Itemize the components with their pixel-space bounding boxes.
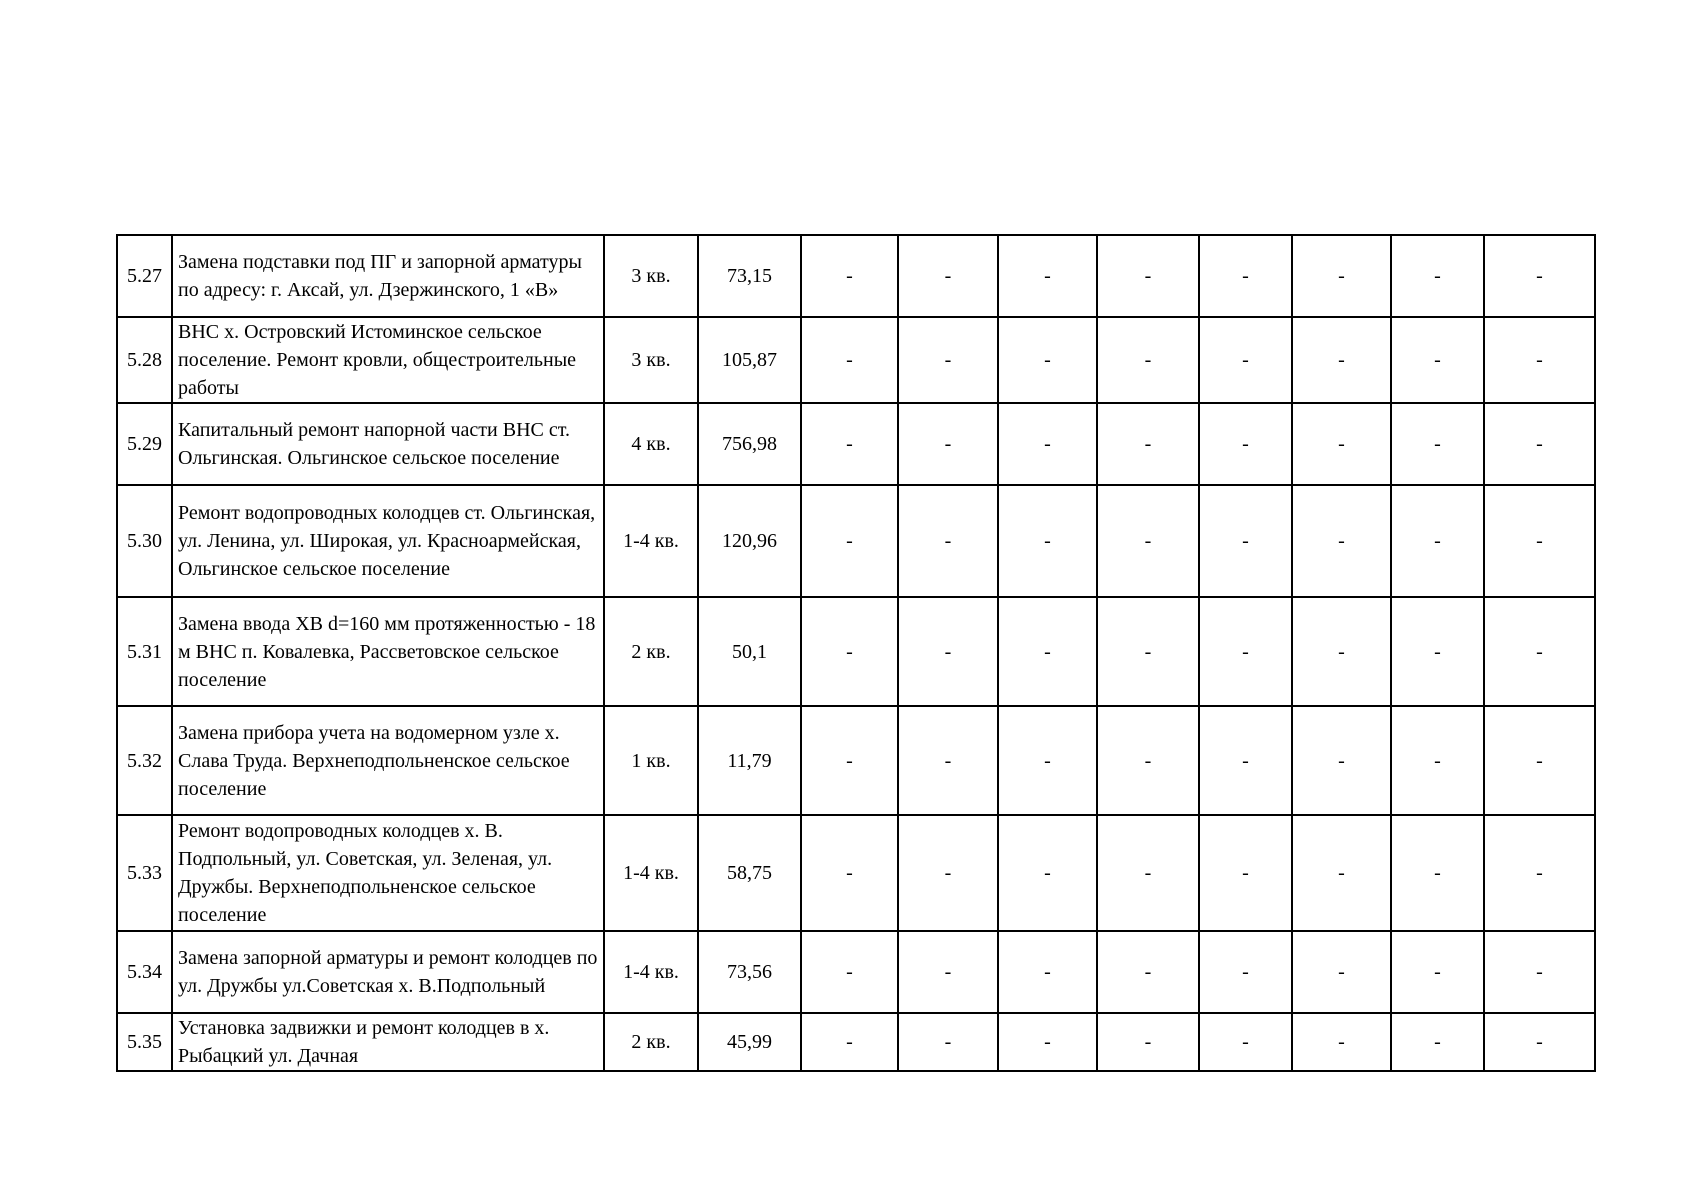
implementation-period: 1-4 кв. [604, 931, 698, 1013]
empty-value-cell: - [1292, 815, 1391, 931]
row-number: 5.28 [117, 317, 172, 403]
work-description: Ремонт водопроводных колодцев ст. Ольгинская, ул. Ленина, ул. Широкая, ул. Красноармейская, Ольгинское сельское поселение [172, 485, 604, 597]
empty-value-cell: - [898, 403, 998, 485]
work-description: ВНС х. Островский Истоминское сельское поселение. Ремонт кровли, общестроительные работы [172, 317, 604, 403]
empty-value-cell: - [898, 815, 998, 931]
empty-value-cell: - [801, 1013, 898, 1071]
work-description: Капитальный ремонт напорной части ВНС ст. Ольгинская. Ольгинское сельское поселение [172, 403, 604, 485]
empty-value-cell: - [898, 235, 998, 317]
cost-value: 45,99 [698, 1013, 801, 1071]
empty-value-cell: - [898, 1013, 998, 1071]
empty-value-cell: - [1391, 706, 1484, 815]
empty-value-cell: - [1097, 597, 1199, 706]
empty-value-cell: - [1391, 403, 1484, 485]
row-number: 5.34 [117, 931, 172, 1013]
empty-value-cell: - [898, 597, 998, 706]
empty-value-cell: - [1484, 597, 1595, 706]
table-row [117, 403, 1595, 485]
cost-value: 58,75 [698, 815, 801, 931]
empty-value-cell: - [1199, 485, 1292, 597]
implementation-period: 2 кв. [604, 1013, 698, 1071]
cost-value: 50,1 [698, 597, 801, 706]
empty-value-cell: - [1097, 706, 1199, 815]
empty-value-cell: - [998, 317, 1097, 403]
empty-value-cell: - [801, 403, 898, 485]
empty-value-cell: - [1199, 815, 1292, 931]
implementation-period: 4 кв. [604, 403, 698, 485]
empty-value-cell: - [998, 235, 1097, 317]
empty-value-cell: - [998, 815, 1097, 931]
empty-value-cell: - [1199, 931, 1292, 1013]
empty-value-cell: - [1292, 931, 1391, 1013]
empty-value-cell: - [1292, 485, 1391, 597]
table-row [117, 597, 1595, 706]
row-number: 5.35 [117, 1013, 172, 1071]
empty-value-cell: - [1097, 815, 1199, 931]
empty-value-cell: - [1199, 1013, 1292, 1071]
row-number: 5.30 [117, 485, 172, 597]
empty-value-cell: - [1391, 235, 1484, 317]
empty-value-cell: - [1199, 597, 1292, 706]
cost-value: 73,15 [698, 235, 801, 317]
row-number: 5.32 [117, 706, 172, 815]
empty-value-cell: - [1391, 485, 1484, 597]
empty-value-cell: - [898, 317, 998, 403]
empty-value-cell: - [1484, 485, 1595, 597]
empty-value-cell: - [801, 815, 898, 931]
empty-value-cell: - [998, 597, 1097, 706]
empty-value-cell: - [898, 706, 998, 815]
empty-value-cell: - [801, 235, 898, 317]
empty-value-cell: - [1097, 485, 1199, 597]
work-description: Установка задвижки и ремонт колодцев в х. Рыбацкий ул. Дачная [172, 1013, 604, 1071]
empty-value-cell: - [1199, 403, 1292, 485]
table-body [117, 235, 1595, 1071]
table-row [117, 931, 1595, 1013]
empty-value-cell: - [1199, 235, 1292, 317]
empty-value-cell: - [1199, 706, 1292, 815]
cost-value: 73,56 [698, 931, 801, 1013]
empty-value-cell: - [998, 931, 1097, 1013]
empty-value-cell: - [1199, 317, 1292, 403]
work-description: Замена ввода ХВ d=160 мм протяженностью - 18 м ВНС п. Ковалевка, Рассветовское сельское поселение [172, 597, 604, 706]
row-number: 5.27 [117, 235, 172, 317]
empty-value-cell: - [1292, 1013, 1391, 1071]
empty-value-cell: - [1292, 317, 1391, 403]
empty-value-cell: - [1484, 403, 1595, 485]
implementation-period: 3 кв. [604, 317, 698, 403]
cost-value: 105,87 [698, 317, 801, 403]
empty-value-cell: - [1391, 815, 1484, 931]
empty-value-cell: - [1292, 597, 1391, 706]
row-number: 5.33 [117, 815, 172, 931]
table-row [117, 235, 1595, 317]
empty-value-cell: - [801, 706, 898, 815]
empty-value-cell: - [1097, 317, 1199, 403]
empty-value-cell: - [801, 317, 898, 403]
empty-value-cell: - [1097, 931, 1199, 1013]
implementation-period: 1-4 кв. [604, 815, 698, 931]
empty-value-cell: - [1292, 706, 1391, 815]
empty-value-cell: - [1391, 1013, 1484, 1071]
table-row [117, 1013, 1595, 1071]
empty-value-cell: - [998, 485, 1097, 597]
empty-value-cell: - [1292, 403, 1391, 485]
empty-value-cell: - [801, 597, 898, 706]
table-row [117, 706, 1595, 815]
empty-value-cell: - [898, 931, 998, 1013]
empty-value-cell: - [801, 485, 898, 597]
empty-value-cell: - [1484, 235, 1595, 317]
implementation-period: 1-4 кв. [604, 485, 698, 597]
implementation-period: 1 кв. [604, 706, 698, 815]
cost-value: 756,98 [698, 403, 801, 485]
empty-value-cell: - [1391, 931, 1484, 1013]
empty-value-cell: - [1484, 1013, 1595, 1071]
table-row [117, 317, 1595, 403]
empty-value-cell: - [1391, 317, 1484, 403]
empty-value-cell: - [998, 403, 1097, 485]
empty-value-cell: - [1484, 931, 1595, 1013]
empty-value-cell: - [801, 931, 898, 1013]
empty-value-cell: - [1391, 597, 1484, 706]
empty-value-cell: - [1097, 1013, 1199, 1071]
implementation-period: 2 кв. [604, 597, 698, 706]
empty-value-cell: - [1484, 815, 1595, 931]
empty-value-cell: - [998, 1013, 1097, 1071]
work-description: Замена прибора учета на водомерном узле х. Слава Труда. Верхнеподпольненское сельское поселение [172, 706, 604, 815]
row-number: 5.29 [117, 403, 172, 485]
empty-value-cell: - [898, 485, 998, 597]
table-row [117, 815, 1595, 931]
empty-value-cell: - [1484, 317, 1595, 403]
work-description: Замена подставки под ПГ и запорной арматуры по адресу: г. Аксай, ул. Дзержинского, 1 «В» [172, 235, 604, 317]
empty-value-cell: - [1097, 403, 1199, 485]
empty-value-cell: - [1097, 235, 1199, 317]
table-row [117, 485, 1595, 597]
empty-value-cell: - [1292, 235, 1391, 317]
implementation-period: 3 кв. [604, 235, 698, 317]
cost-value: 11,79 [698, 706, 801, 815]
empty-value-cell: - [998, 706, 1097, 815]
cost-value: 120,96 [698, 485, 801, 597]
investment-program-table [116, 234, 1596, 1072]
work-description: Ремонт водопроводных колодцев х. В. Подпольный, ул. Советская, ул. Зеленая, ул. Дружбы. Верхнеподпольненское сельское поселение [172, 815, 604, 931]
empty-value-cell: - [1484, 706, 1595, 815]
row-number: 5.31 [117, 597, 172, 706]
work-description: Замена запорной арматуры и ремонт колодцев по ул. Дружбы ул.Советская х. В.Подпольный [172, 931, 604, 1013]
